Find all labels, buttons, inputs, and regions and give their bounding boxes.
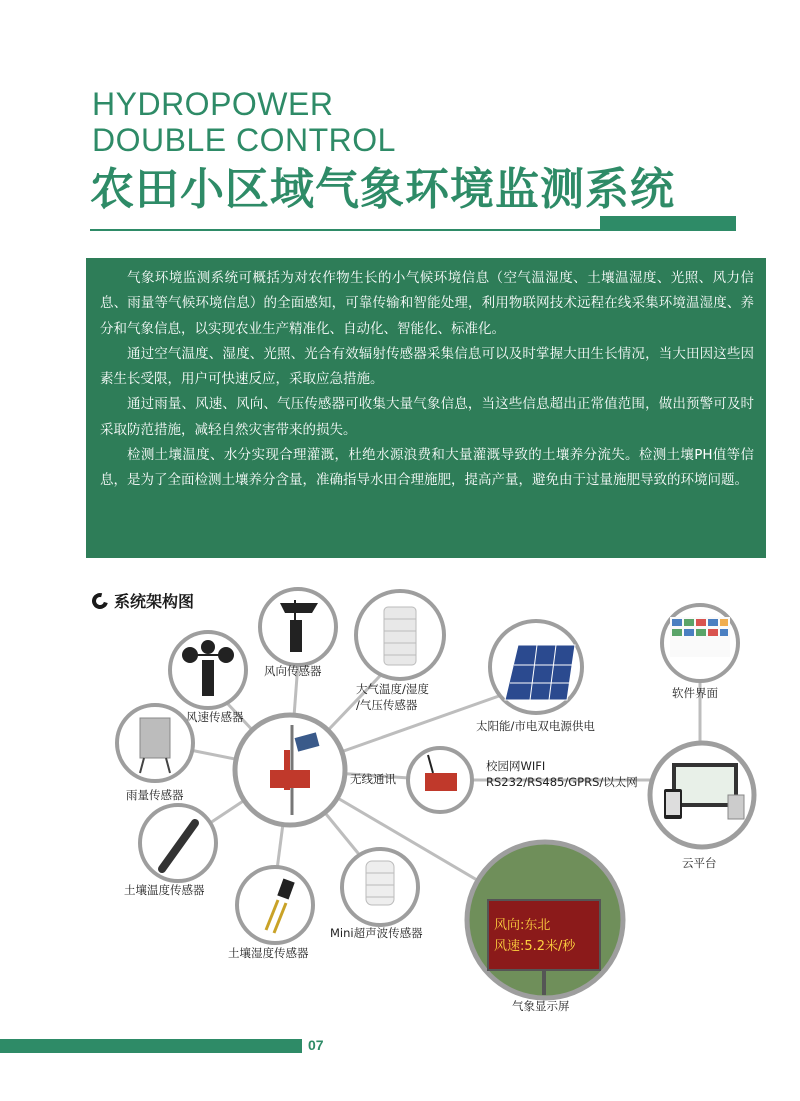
title-en-line2: DOUBLE CONTROL [92,122,396,158]
display-row-2: 风速:5.2米/秒 [494,939,576,954]
intro-panel [86,258,766,558]
label-display: 气象显示屏 [512,999,570,1013]
label-network-1: 校园网WIFI [486,759,546,773]
title-en-line1: HYDROPOWER [92,86,334,122]
wind-direction-node [260,589,336,665]
intro-paragraph-2: 通过空气温度、湿度、光照、光合有效辐射传感器采集信息可以及时掌握大田生长情况，当大田因这些因素生长受限，用户可快速反应，采取应急措施。 [100,345,754,388]
intro-paragraph-4: 检测土壤温度、水分实现合理灌溉，杜绝水源浪费和大量灌溉导致的土壤养分流失。检测土壤PH值等信息，是为了全面检测土壤养分含量，准确指导水田合理施肥，提高产量，避免由于过量施肥导致的环境问题。 [100,447,754,489]
label-rain: 雨量传感器 [126,788,184,802]
intro-paragraph-1: 气象环境监测系统可概括为对农作物生长的小气候环境信息（空气温湿度、土壤温湿度、光照、风力信息、雨量等气候环境信息）的全面感知，可靠传输和智能处理，利用物联网技术远程在线采集环境温湿度、养分和气象信息，以实现农业生产精准化、自动化、智能化、标准化。 [100,270,754,337]
soil-temp-node [140,805,216,881]
label-air-sensor-1: 大气温度/湿度 [356,682,429,696]
label-soil-moisture: 土壤湿度传感器 [228,946,309,960]
intro-paragraph-3: 通过雨量、风速、风向、气压传感器可收集大量气象信息，当这些信息超出正常值范围，做出预警可及时采取防范措施，减轻自然灾害带来的损失。 [100,396,754,438]
label-wind-speed: 风速传感器 [186,710,244,724]
label-wind-direction: 风向传感器 [264,664,322,678]
weather-station-node [235,715,345,825]
title-underline-accent [600,216,736,230]
footer-bar [0,1039,302,1053]
section-title: 系统架构图 [114,592,195,611]
display-screen-node [467,842,623,998]
page-title: 农田小区域气象环境监测系统 [90,164,675,215]
display-row-1: 风向:东北 [494,918,551,933]
label-soil-temp: 土壤温度传感器 [124,883,205,897]
label-software: 软件界面 [672,686,718,700]
soil-moisture-node [237,867,313,943]
cloud-platform-node [650,743,754,847]
software-ui-node [662,605,738,681]
label-mini-sonic: Mini超声波传感器 [330,926,423,940]
label-wireless: 无线通讯 [350,772,396,786]
air-sensor-node [356,591,444,679]
wind-speed-node [170,632,246,708]
label-solar: 太阳能/市电双电源供电 [476,719,595,733]
mini-ultrasonic-node [342,849,418,925]
label-air-sensor-2: /气压传感器 [356,698,418,712]
solar-node [490,621,582,713]
label-cloud: 云平台 [682,856,717,870]
architecture-diagram [0,575,800,1030]
label-network-2: RS232/RS485/GPRS/以太网 [486,775,638,789]
rain-gauge-node [117,705,193,781]
page-number: 07 [308,1037,324,1053]
wireless-node [408,748,472,812]
